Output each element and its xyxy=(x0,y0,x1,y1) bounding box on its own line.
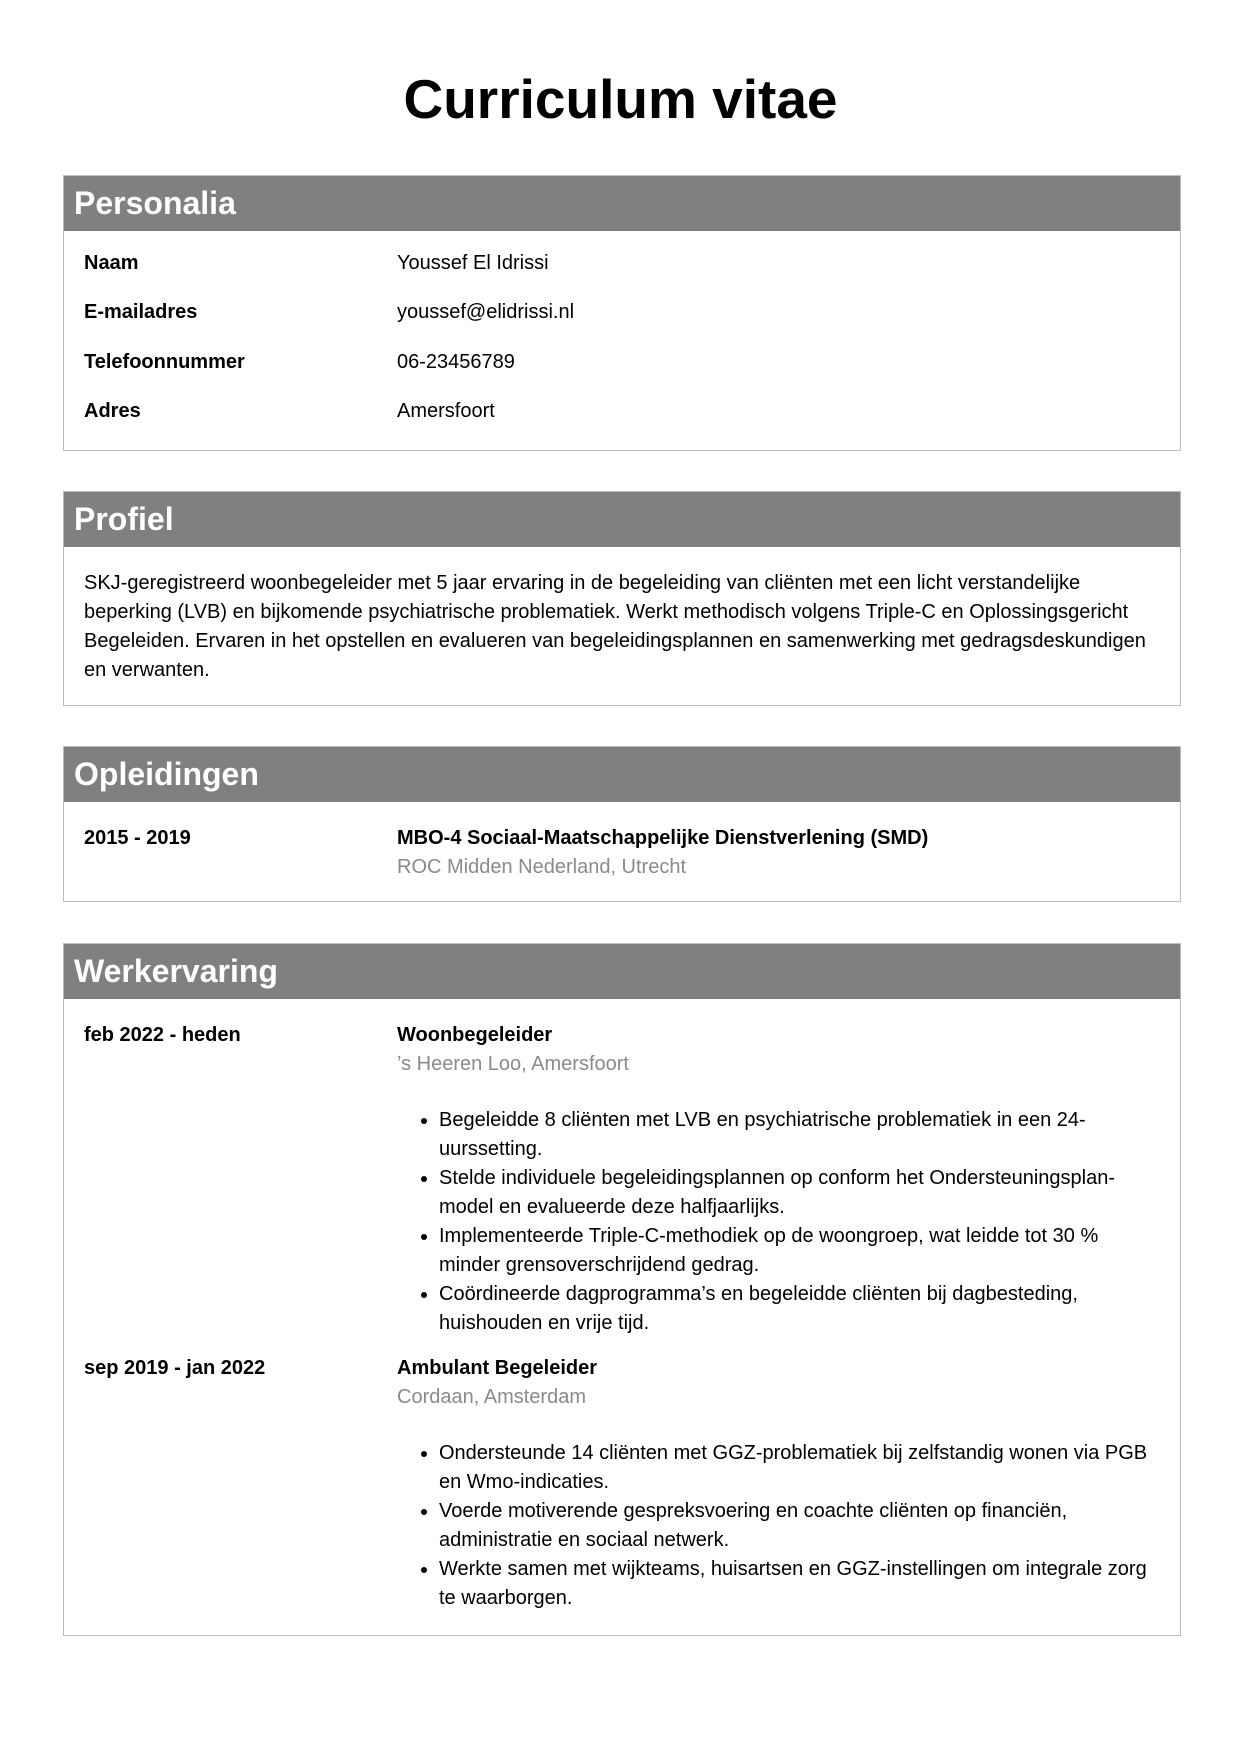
personalia-header: Personalia xyxy=(64,176,1180,231)
education-period: 2015 - 2019 xyxy=(84,827,191,849)
work-body xyxy=(397,1354,1180,1613)
opleidingen-section xyxy=(63,746,1181,902)
document-title: Curriculum vitae xyxy=(403,68,838,130)
opleidingen-header: Opleidingen xyxy=(64,747,1180,802)
work-bullet: • Voerde motiverende gespreksvoering en coachte cliënten op financiën, administratie en sociaal netwerk. xyxy=(439,1497,1150,1555)
phone-value: 06-23456789 xyxy=(397,351,515,373)
work-period: sep 2019 - jan 2022 xyxy=(84,1357,266,1379)
email-value: youssef@elidrissi.nl xyxy=(397,301,575,323)
profile-text: SKJ-geregistreerd woonbegeleider met 5 jaar ervaring in de begeleiding van cliënten met een licht verstandelijke beperking (LVB) en bijkomende psychiatrische problematiek. Werkt methodisch volgens Triple-C en Oplossingsgericht Begeleiden. Ervaren in het opstellen en evalueren van begeleidingsplannen en samenwerking met gedragsdeskundigen en verwanten. xyxy=(84,572,1146,681)
werkervaring-header: Werkervaring xyxy=(64,944,1180,999)
work-period: feb 2022 - heden xyxy=(84,1024,241,1046)
address-value: Amersfoort xyxy=(397,400,495,422)
work-bullet: • Werkte samen met wijkteams, huisartsen en GGZ-instellingen om integrale zorg te waarborgen. xyxy=(439,1555,1150,1613)
name-label: Naam xyxy=(84,252,139,274)
work-employer: Cordaan, Amsterdam xyxy=(397,1386,586,1408)
work-entry xyxy=(64,1021,1180,1338)
werkervaring-section xyxy=(63,943,1181,1636)
work-bullet: • Implementeerde Triple-C-methodiek op de woongroep, wat leidde tot 30 % minder grensoverschrijdend gedrag. xyxy=(439,1222,1150,1280)
work-title: Woonbegeleider xyxy=(397,1024,553,1046)
education-institution: ROC Midden Nederland, Utrecht xyxy=(397,856,687,878)
education-body xyxy=(397,824,1180,882)
profiel-header: Profiel xyxy=(64,492,1180,547)
work-employer: ’s Heeren Loo, Amersfoort xyxy=(397,1053,629,1075)
work-bullets xyxy=(397,1106,1150,1338)
education-title: MBO-4 Sociaal-Maatschappelijke Dienstverlening (SMD) xyxy=(397,827,929,849)
name-value: Youssef El Idrissi xyxy=(397,252,549,274)
work-entry xyxy=(64,1354,1180,1613)
work-bullets xyxy=(397,1439,1150,1613)
work-bullet: • Coördineerde dagprogramma’s en begeleidde cliënten bij dagbesteding, huishouden en vrije tijd. xyxy=(439,1280,1150,1338)
work-bullet: • Ondersteunde 14 cliënten met GGZ-problematiek bij zelfstandig wonen via PGB en Wmo-indicaties. xyxy=(439,1439,1150,1497)
work-body xyxy=(397,1021,1180,1338)
work-bullet: • Stelde individuele begeleidingsplannen op conform het Ondersteuningsplan-model en evalueerde deze halfjaarlijks. xyxy=(439,1164,1150,1222)
phone-label: Telefoonnummer xyxy=(84,351,245,373)
education-entry xyxy=(64,824,1180,882)
profiel-section xyxy=(63,491,1181,706)
address-label: Adres xyxy=(84,400,141,422)
email-label: E-mailadres xyxy=(84,301,198,323)
work-title: Ambulant Begeleider xyxy=(397,1357,598,1379)
work-bullet: • Begeleidde 8 cliënten met LVB en psychiatrische problematiek in een 24-uurssetting. xyxy=(439,1106,1150,1164)
personalia-section xyxy=(63,175,1181,451)
